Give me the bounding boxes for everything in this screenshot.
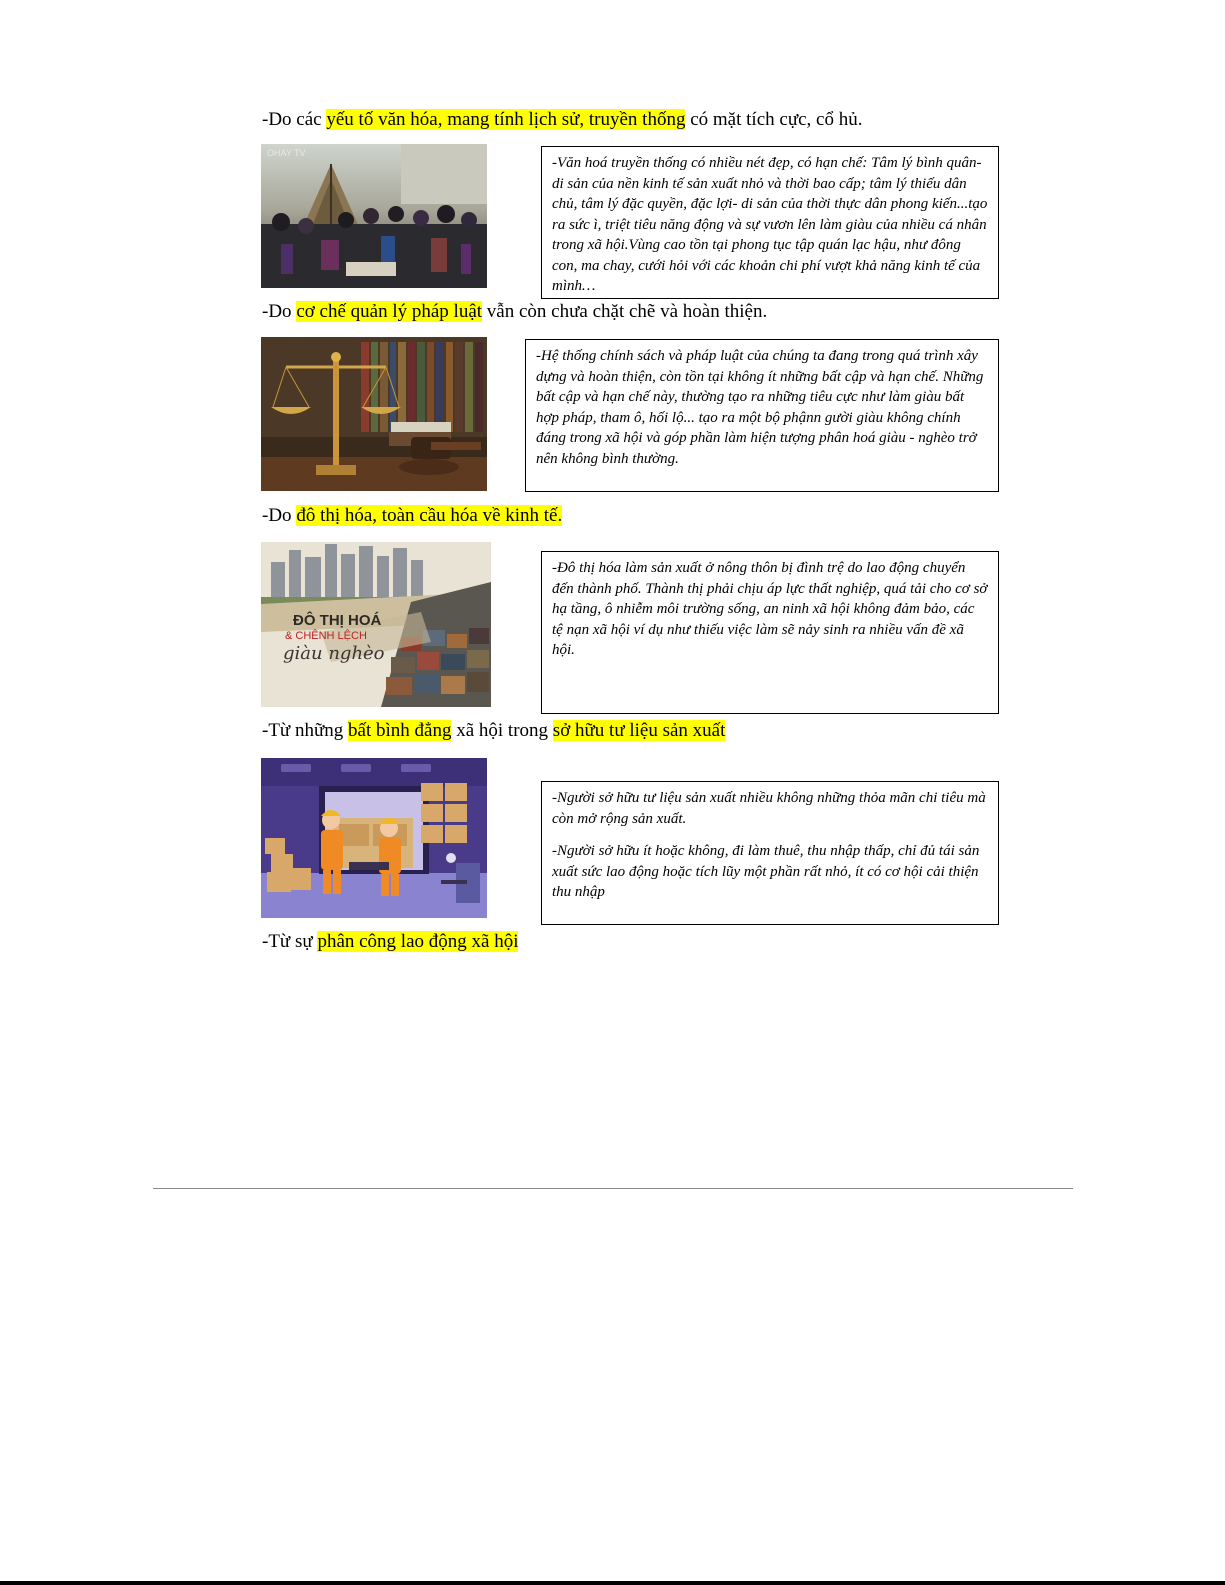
highlighted-text: cơ chế quản lý pháp luật (296, 301, 483, 322)
heading-culture (262, 108, 862, 132)
poster-script: giàu nghèo (283, 643, 385, 664)
heading-urbanization (262, 504, 562, 528)
note-paragraph: -Hệ thống chính sách và pháp luật của chúng ta đang trong quá trình xây dựng và hoàn thiện, còn tồn tại không ít những bất cập và hạn chế. Những bất cập và hạn chế này, thường tạo ra những tiêu cực như làm giàu bất hợp pháp, tham ô, hối lộ... tạo ra một bộ phậnn gười giàu không chính đáng trong xã hội và góp phần làm hiện tượng phân hoá giàu - nghèo trở nên không bình thường. (536, 348, 984, 467)
heading-text: xã hội trong (451, 720, 553, 741)
highlighted-text: sở hữu tư liệu sản xuất (552, 720, 726, 741)
heading-text: -Do (262, 301, 297, 322)
law-note-box (525, 339, 999, 492)
warehouse-workers-illustration (261, 758, 487, 918)
heading-text: có mặt tích cực, cổ hủ. (685, 109, 863, 130)
heading-text: -Từ những (262, 720, 349, 741)
poster-subtitle: & CHÊNH LỆCH (285, 630, 367, 642)
note-paragraph: -Người sở hữu ít hoặc không, đi làm thuê, thu nhập thấp, chỉ đủ tái sản xuất sức lao động hoặc tích lũy một phần rất nhỏ, ít có cơ hội cải thiện thu nhập (552, 843, 980, 900)
ethnic-festival-photo (261, 144, 487, 288)
heading-inequality (262, 719, 725, 743)
bottom-bar (0, 1581, 1225, 1585)
heading-text: vẫn còn chưa chặt chẽ và hoàn thiện. (482, 301, 768, 322)
urbanization-poster (261, 542, 491, 707)
heading-law (262, 300, 767, 324)
note-paragraph: -Đô thị hóa làm sản xuất ở nông thôn bị đình trệ do lao động chuyển đến thành phố. Thành thị phải chịu áp lực thất nghiệp, quá tải cho cơ sở hạ tầng, ô nhiễm môi trường sống, an ninh xã hội không đảm bảo, các tệ nạn xã hội ví dụ như thiếu việc làm sẽ nảy sinh ra nhiều vấn đề xã hội. (552, 560, 988, 658)
highlighted-text: yếu tố văn hóa, mang tính lịch sử, truyền thống (326, 109, 686, 130)
heading-labor-division (262, 930, 518, 954)
urbanization-note-box (541, 551, 999, 714)
heading-text: -Do (262, 505, 297, 526)
heading-text: -Do các (262, 109, 327, 130)
justice-scale-photo (261, 337, 487, 491)
ownership-note-box (541, 781, 999, 925)
heading-text: -Từ sự (262, 931, 318, 952)
highlighted-text: bất bình đẳng (348, 720, 452, 741)
culture-note-box (541, 146, 999, 299)
note-paragraph: -Người sở hữu tư liệu sản xuất nhiều không những thỏa mãn chi tiêu mà còn mở rộng sản xuất. (552, 790, 986, 827)
note-paragraph: -Văn hoá truyền thống có nhiều nét đẹp, có hạn chế: Tâm lý bình quân- di sản của nền kinh tế sản xuất nhỏ và thời bao cấp; tâm lý thiếu dân chủ, tâm lý đặc quyền, đặc lợi- di sản của thời thực dân phong kiến...tạo ra sức ì, triệt tiêu năng động và sự vươn lên làm giàu của nhiều cá nhân trong xã hội.Vùng cao tồn tại phong tục tập quán lạc hậu, như đông con, ma chay, cưới hỏi với các khoản chi phí vượt khả năng kinh tế của mình… (552, 155, 988, 294)
watermark-text: OHAY TV (267, 148, 306, 158)
poster-title: ĐÔ THỊ HOÁ (293, 612, 382, 629)
page-divider (153, 1188, 1073, 1189)
highlighted-text: phân công lao động xã hội (317, 931, 519, 952)
highlighted-text: đô thị hóa, toàn cầu hóa về kinh tế. (296, 505, 563, 526)
